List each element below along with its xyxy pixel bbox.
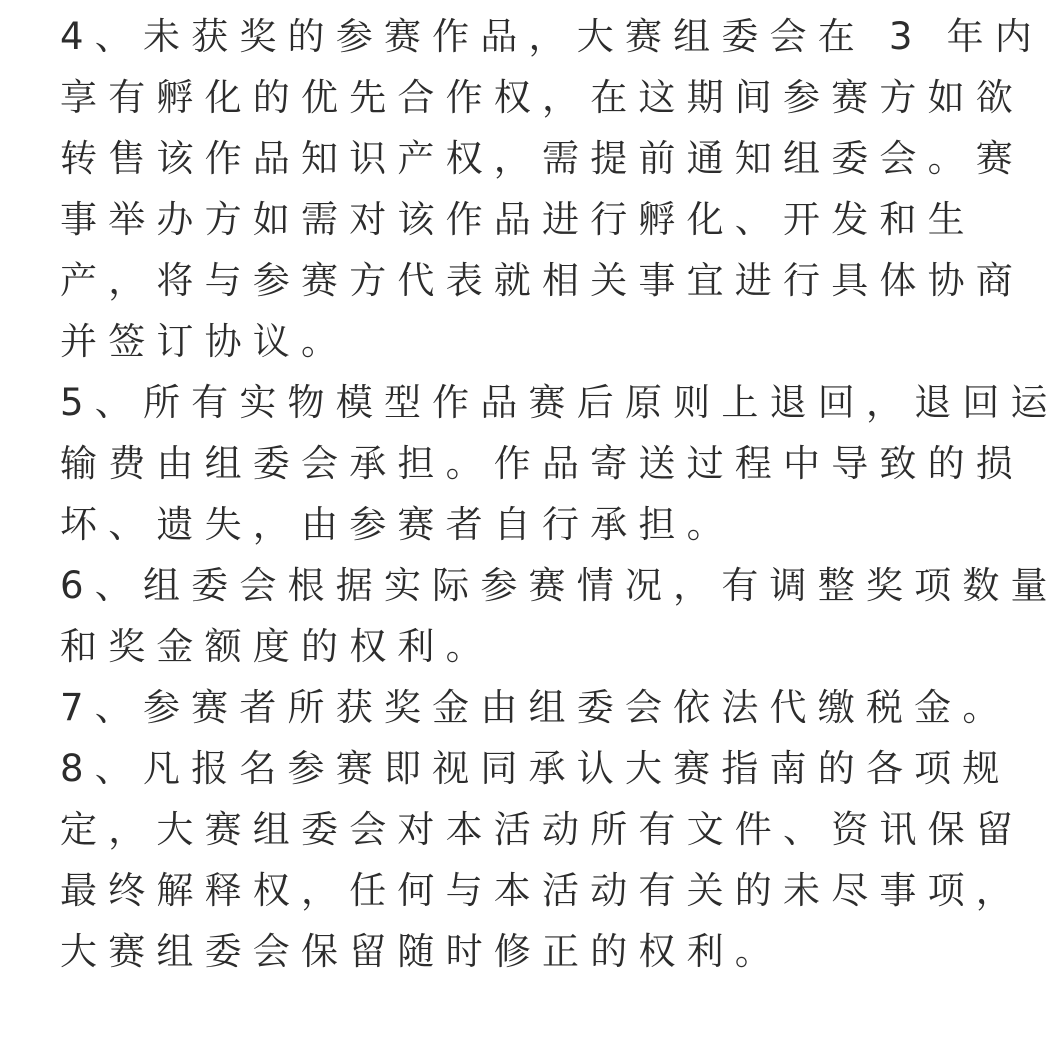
clause-line: 5、所有实物模型作品赛后原则上退回，退回运	[60, 381, 1059, 424]
clause-line: 4、未获奖的参赛作品，大赛组委会在 3 年内	[60, 15, 1044, 58]
clause-line: 定，大赛组委会对本活动所有文件、资讯保留	[60, 808, 1024, 851]
clause-line: 事举办方如需对该作品进行孵化、开发和生	[60, 198, 976, 241]
clause-line: 输费由组委会承担。作品寄送过程中导致的损	[60, 442, 1024, 485]
clause-line: 并签订协议。	[60, 320, 350, 363]
clause-line: 8、凡报名参赛即视同承认大赛指南的各项规	[60, 747, 1011, 790]
clause-line: 6、组委会根据实际参赛情况，有调整奖项数量	[60, 564, 1059, 607]
clause-line: 产，将与参赛方代表就相关事宜进行具体协商	[60, 259, 1024, 302]
clause-8	[60, 738, 1024, 982]
clause-line: 7、参赛者所获奖金由组委会依法代缴税金。	[60, 686, 1011, 729]
clause-5	[60, 372, 1059, 555]
clause-line: 转售该作品知识产权，需提前通知组委会。赛	[60, 137, 1024, 180]
clause-6	[60, 555, 1059, 677]
clause-line: 和奖金额度的权利。	[60, 625, 494, 668]
clause-line: 大赛组委会保留随时修正的权利。	[60, 930, 783, 973]
clause-line: 最终解释权，任何与本活动有关的未尽事项，	[60, 869, 1024, 912]
clause-line: 坏、遗失，由参赛者自行承担。	[60, 503, 735, 546]
clause-line: 享有孵化的优先合作权，在这期间参赛方如欲	[60, 76, 1024, 119]
clause-7	[60, 677, 1011, 738]
clause-4	[60, 6, 1044, 372]
